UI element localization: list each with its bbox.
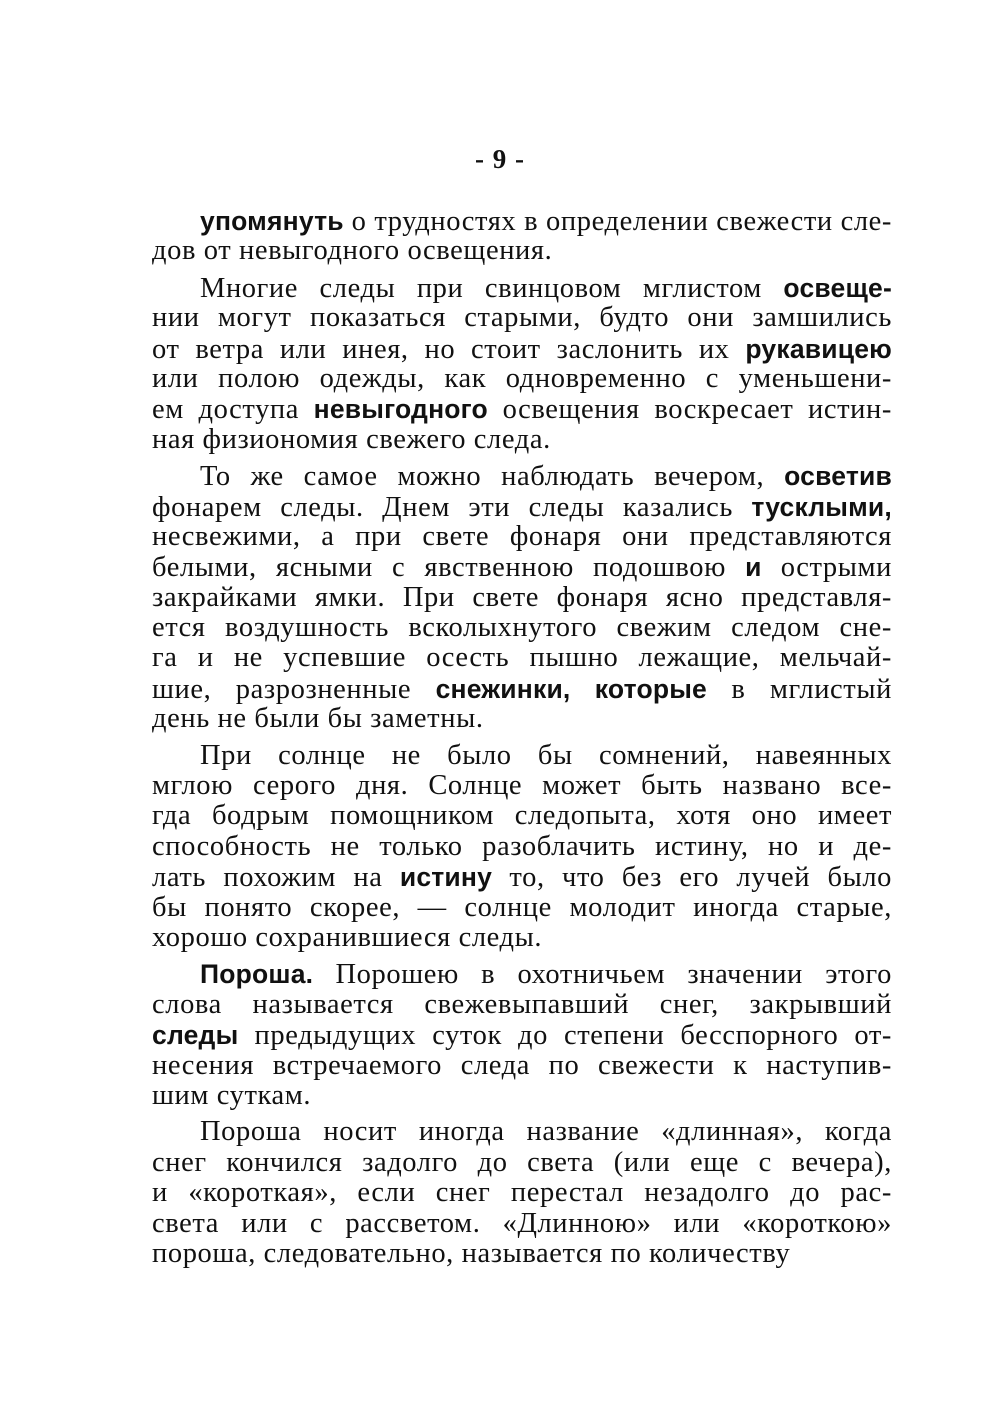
- paragraph-p1: [152, 206, 892, 267]
- text-run: ется воздушность всколыхнутого свежим следом сне-: [152, 612, 892, 644]
- text-line: [152, 1178, 892, 1208]
- text-line: [152, 704, 892, 734]
- text-run: дов от невыгодного освещения.: [152, 235, 553, 267]
- text-run: или полою одежды, как одновременно с уменьшени-: [152, 362, 892, 394]
- text-line: [152, 273, 892, 303]
- body-text: [152, 206, 892, 1269]
- text-run: и «короткая», если снег перестал незадолго до рас-: [152, 1177, 892, 1209]
- text-run: то, что без его лучей было: [492, 862, 892, 894]
- text-line: [152, 364, 892, 394]
- text-line: [152, 832, 892, 862]
- text-run: в мглистый: [706, 673, 892, 705]
- text-line: [152, 303, 892, 333]
- text-run: хорошо сохранившиеся следы.: [152, 921, 543, 953]
- text-run: Многие следы при свинцовом мглистом: [200, 272, 784, 304]
- text-run: нии могут показаться старыми, будто они замшились: [152, 302, 892, 334]
- text-line: [152, 643, 892, 673]
- text-run: шим суткам.: [152, 1079, 312, 1111]
- page-number: - 9 -: [475, 144, 525, 174]
- text-run: предыдущих суток до степени бесспорного от-: [238, 1020, 892, 1052]
- text-run: от ветра или инея, но стоит заслонить их: [152, 333, 746, 365]
- text-run: закрайками ямки. При свете фонаря ясно представля-: [152, 581, 892, 613]
- text-line: [152, 552, 892, 582]
- text-run: фонарем следы. Днем эти следы казались: [152, 491, 752, 523]
- text-run: При солнце не было бы сомнений, навеянных: [200, 739, 892, 771]
- text-run: несвежими, а при свете фонаря они представляются: [152, 520, 892, 552]
- text-line: [152, 394, 892, 424]
- text-run: га и не успевшие осесть пышно лежащие, мельчай-: [152, 642, 892, 674]
- text-line: [152, 522, 892, 552]
- paragraph-p6: [152, 1117, 892, 1269]
- text-line: [152, 893, 892, 923]
- text-line: [152, 425, 892, 455]
- text-line: [152, 862, 892, 892]
- text-run: мглою серого дня. Солнце может быть названо все-: [152, 770, 892, 802]
- text-line: [152, 1081, 892, 1111]
- bold-term: снежинки, которые: [435, 673, 707, 704]
- text-run: освещения воскресает истин-: [487, 394, 892, 426]
- text-run: день не были бы заметны.: [152, 703, 484, 735]
- text-run: Порошею в охотничьем значении этого: [313, 959, 892, 991]
- text-line: [152, 613, 892, 643]
- bold-term: осветив: [784, 461, 892, 492]
- bold-term: упомянуть: [200, 206, 344, 236]
- text-run: гда бодрым помощником следопыта, хотя оно имеет: [152, 800, 892, 832]
- text-run: То же самое можно наблюдать вечером,: [200, 461, 785, 493]
- paragraph-p3: [152, 461, 892, 735]
- text-line: [152, 583, 892, 613]
- text-run: белыми, ясными с явственною подошвою: [152, 552, 746, 584]
- paragraph-p4: [152, 741, 892, 954]
- text-run: слова называется свежевыпавший снег, закрывший: [152, 988, 892, 1020]
- text-line: [152, 674, 892, 704]
- bold-term: рукавицею: [745, 333, 892, 364]
- text-line: [152, 1209, 892, 1239]
- text-line: [152, 1148, 892, 1178]
- bold-term: невыгодного: [313, 394, 488, 425]
- text-run: бы понято скорее, — солнце молодит иногда старые,: [152, 891, 892, 923]
- text-line: [152, 741, 892, 771]
- text-run: света или с рассветом. «Длинною» или «короткою»: [152, 1207, 892, 1239]
- text-run: лать похожим на: [152, 862, 400, 894]
- text-run: о трудностях в определении свежести сле-: [343, 206, 892, 237]
- text-run: ем доступа: [152, 394, 314, 426]
- text-line: [152, 990, 892, 1020]
- text-line: [152, 236, 892, 266]
- bold-term: и: [745, 552, 762, 583]
- text-run: ная физиономия свежего следа.: [152, 423, 551, 455]
- bold-term: Пороша.: [200, 959, 314, 990]
- text-run: способность не только разоблачить истину, но и де-: [152, 830, 892, 862]
- text-line: [152, 1239, 892, 1269]
- bold-term: освеще-: [783, 272, 892, 303]
- text-line: [152, 206, 892, 236]
- text-line: [152, 771, 892, 801]
- text-line: [152, 1020, 892, 1050]
- text-line: [152, 801, 892, 831]
- paragraph-p2: [152, 273, 892, 455]
- text-run: шие, разрозненные: [152, 673, 436, 705]
- bold-term: тусклыми,: [751, 491, 892, 522]
- text-run: снег кончился задолго до света (или еще с вечера),: [152, 1146, 892, 1178]
- text-line: [152, 334, 892, 364]
- text-run: несения встречаемого следа по свежести к наступив-: [152, 1049, 892, 1081]
- bold-term: истину: [399, 862, 493, 893]
- text-line: [152, 492, 892, 522]
- text-run: Пороша носит иногда название «длинная», когда: [200, 1116, 892, 1148]
- text-line: [152, 1117, 892, 1147]
- bold-term: следы: [152, 1020, 239, 1051]
- text-line: [152, 923, 892, 953]
- text-line: [152, 1051, 892, 1081]
- text-line: [152, 461, 892, 491]
- paragraph-p5: [152, 959, 892, 1111]
- text-run: острыми: [761, 552, 892, 584]
- text-run: пороша, следовательно, называется по количеству: [152, 1237, 791, 1269]
- text-line: [152, 959, 892, 989]
